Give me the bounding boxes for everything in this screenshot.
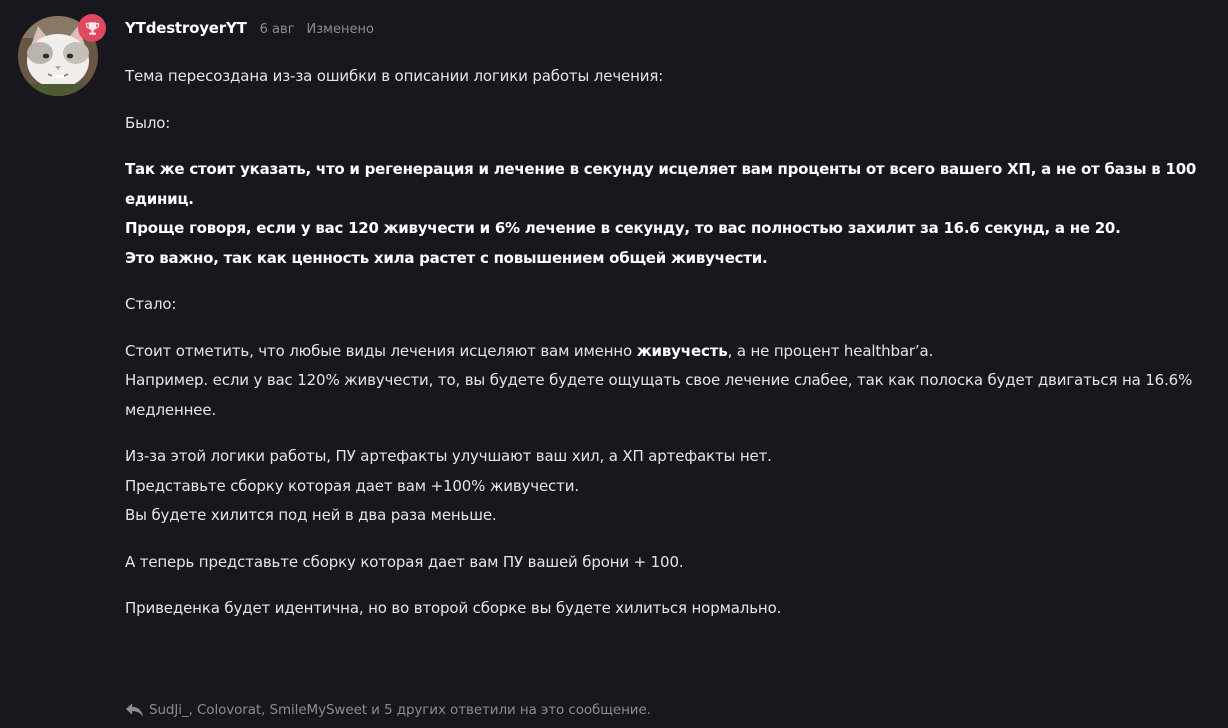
post-logic-paragraph: [125, 442, 1210, 531]
post-paragraph-intro: Тема пересоздана из-за ошибки в описании логики работы лечения:: [125, 67, 664, 85]
post-paragraph-became: Стало:: [125, 295, 177, 313]
trophy-icon: [85, 21, 100, 36]
old-description-line: Это важно, так как ценность хила растет с повышением общей живучести.: [125, 248, 768, 267]
new-description-bold: живучесть: [636, 341, 728, 360]
old-description-line: Проще говоря, если у вас 120 живучести и 6% лечение в секунду, то вас полностью захилит за 16.6 секунд, а не 20.: [125, 219, 1121, 237]
old-description-line: Так же стоит указать, что и регенерация и лечение в секунду исцеляет вам проценты от всего вашего ХП, а не от базы в 100 единиц.: [125, 160, 1197, 208]
trophy-badge[interactable]: [78, 14, 106, 42]
post-paragraph-was: Было:: [125, 113, 171, 132]
post-header: [125, 19, 374, 41]
post-date[interactable]: 6 авг: [259, 22, 295, 37]
post-new-description: [125, 337, 1210, 426]
post-old-description: [125, 155, 1210, 273]
post-author[interactable]: YTdestroyerYT: [125, 19, 247, 37]
reply-icon: [125, 702, 144, 718]
author-avatar-container[interactable]: [18, 16, 100, 98]
new-description-suffix: , а не процент healthbar’a.: [727, 341, 934, 360]
post-paragraph-now-imagine: А теперь представьте сборку которая дает вам ПУ вашей брони + 100.: [125, 552, 684, 571]
new-description-prefix: Стоит отметить, что любые виды лечения исцеляют вам именно: [125, 341, 637, 360]
post-paragraph-conclusion: Приведенка будет идентична, но во второй сборке вы будете хилиться нормально.: [125, 599, 782, 617]
logic-line: Из-за этой логики работы, ПУ артефакты улучшают ваш хил, а ХП артефакты нет.: [125, 447, 772, 465]
logic-line: Представьте сборку которая дает вам +100% живучести.: [125, 476, 579, 495]
edited-label[interactable]: Изменено: [306, 22, 374, 37]
new-description-example: Например. если у вас 120% живучести, то, вы будете будете ощущать свое лечение слабее, так как полоска будет двигаться на 16.6% медленнее.: [125, 371, 1193, 419]
logic-line: Вы будете хилится под ней в два раза меньше.: [125, 506, 497, 524]
replies-text[interactable]: SudJi_, Colovorat, SmileMySweet и 5 других ответили на это сообщение.: [149, 702, 651, 718]
replies-summary[interactable]: [125, 699, 651, 721]
post-body: [125, 62, 1210, 641]
